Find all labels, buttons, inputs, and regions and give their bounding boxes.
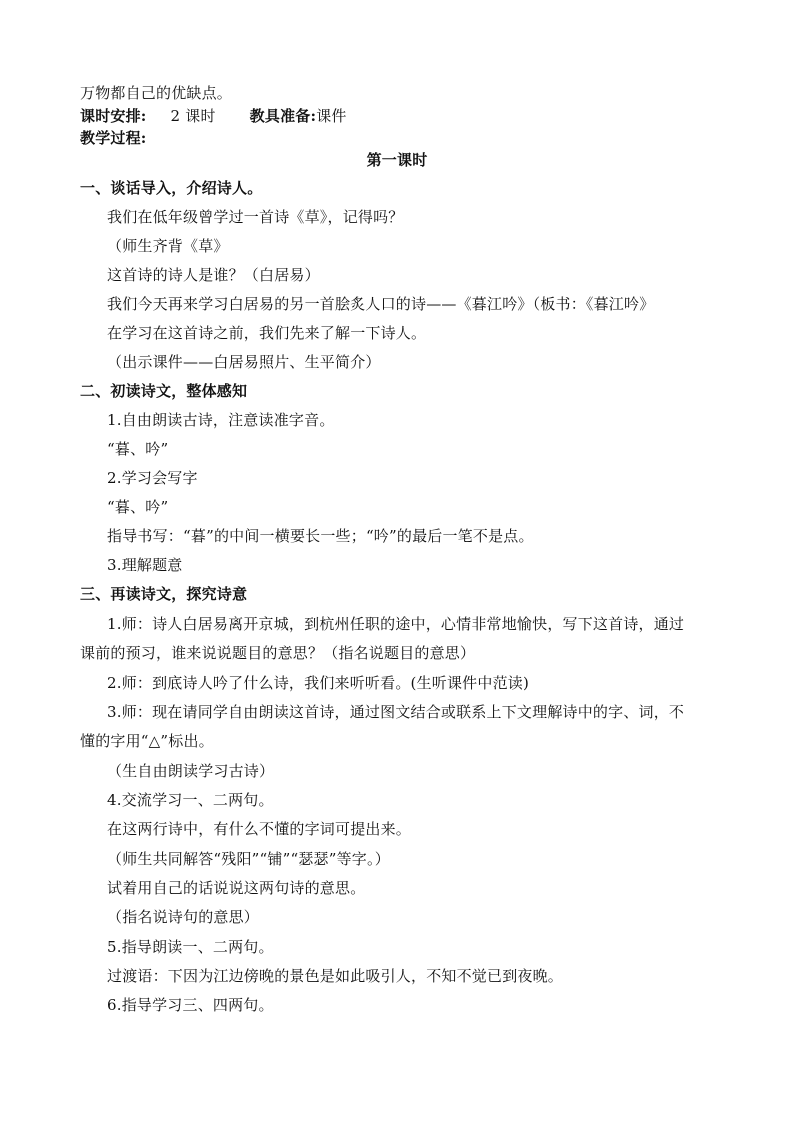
prep-value: 课件 [316, 107, 347, 125]
section-heading: 三、再读诗文，探究诗意 [80, 585, 248, 603]
body-line: “暮、吟” [107, 440, 169, 458]
body-line: 3.师：现在请同学自由朗读这首诗，通过图文结合或联系上下文理解诗中的字、词，不 [107, 703, 685, 721]
body-line: （指名说诗句的意思） [107, 908, 260, 926]
body-line: 过渡语：下因为江边傍晚的景色是如此吸引人，不知不觉已到夜晚。 [107, 967, 564, 985]
body-line: （师生共同解答“残阳”“铺”“瑟瑟”等字。） [107, 850, 390, 868]
schedule-label: 课时安排: [80, 107, 147, 125]
body-line: 在这两行诗中，有什么不懂的字词可提出来。 [107, 820, 412, 838]
body-line: 5.指导朗读一、二两句。 [107, 938, 274, 956]
body-line: 2.学习会写字 [107, 469, 198, 487]
body-line: （生自由朗读学习古诗） [107, 762, 275, 780]
body-line: （师生齐背《草》 [107, 237, 229, 255]
body-line: 试着用自己的话说说这两句诗的意思。 [107, 879, 366, 897]
body-line: 指导书写：“暮”的中间一横要长一些；“吟”的最后一笔不是点。 [107, 527, 534, 545]
body-line: 1.自由朗读古诗，注意读准字音。 [107, 411, 335, 429]
lesson-title: 第一课时 [366, 151, 428, 169]
intro-line: 万物都自己的优缺点。 [80, 84, 233, 102]
body-line: 懂的字用“△”标出。 [80, 732, 214, 750]
body-line: 2.师：到底诗人吟了什么诗，我们来听听看。(生听课件中范读) [107, 674, 530, 692]
section-heading: 一、谈话导入，介绍诗人。 [80, 179, 263, 197]
body-line: 4.交流学习一、二两句。 [107, 791, 274, 809]
prep-label: 教具准备: [249, 107, 317, 125]
schedule-line [80, 106, 347, 126]
body-line: 课前的预习，谁来说说题目的意思？（指名说题目的意思） [80, 644, 476, 662]
section-heading: 二、初读诗文，整体感知 [80, 382, 248, 400]
body-line: 我们今天再来学习白居易的另一首脍炙人口的诗——《暮江吟》（板书：《暮江吟》 [107, 295, 655, 313]
body-line: “暮、吟” [107, 498, 169, 516]
body-line: 这首诗的诗人是谁？（白居易） [107, 266, 320, 284]
body-line: 3.理解题意 [107, 556, 183, 574]
body-line: （出示课件——白居易照片、生平简介） [107, 353, 381, 371]
body-line: 我们在低年级曾学过一首诗《草》，记得吗？ [107, 208, 404, 226]
body-line: 6.指导学习三、四两句。 [107, 996, 274, 1014]
schedule-value: 2 课时 [170, 107, 216, 125]
body-line: 在学习在这首诗之前，我们先来了解一下诗人。 [107, 324, 427, 342]
body-line: 1.师：诗人白居易离开京城，到杭州任职的途中，心情非常地愉快，写下这首诗，通过 [107, 615, 685, 633]
process-label: 教学过程: [80, 129, 147, 147]
